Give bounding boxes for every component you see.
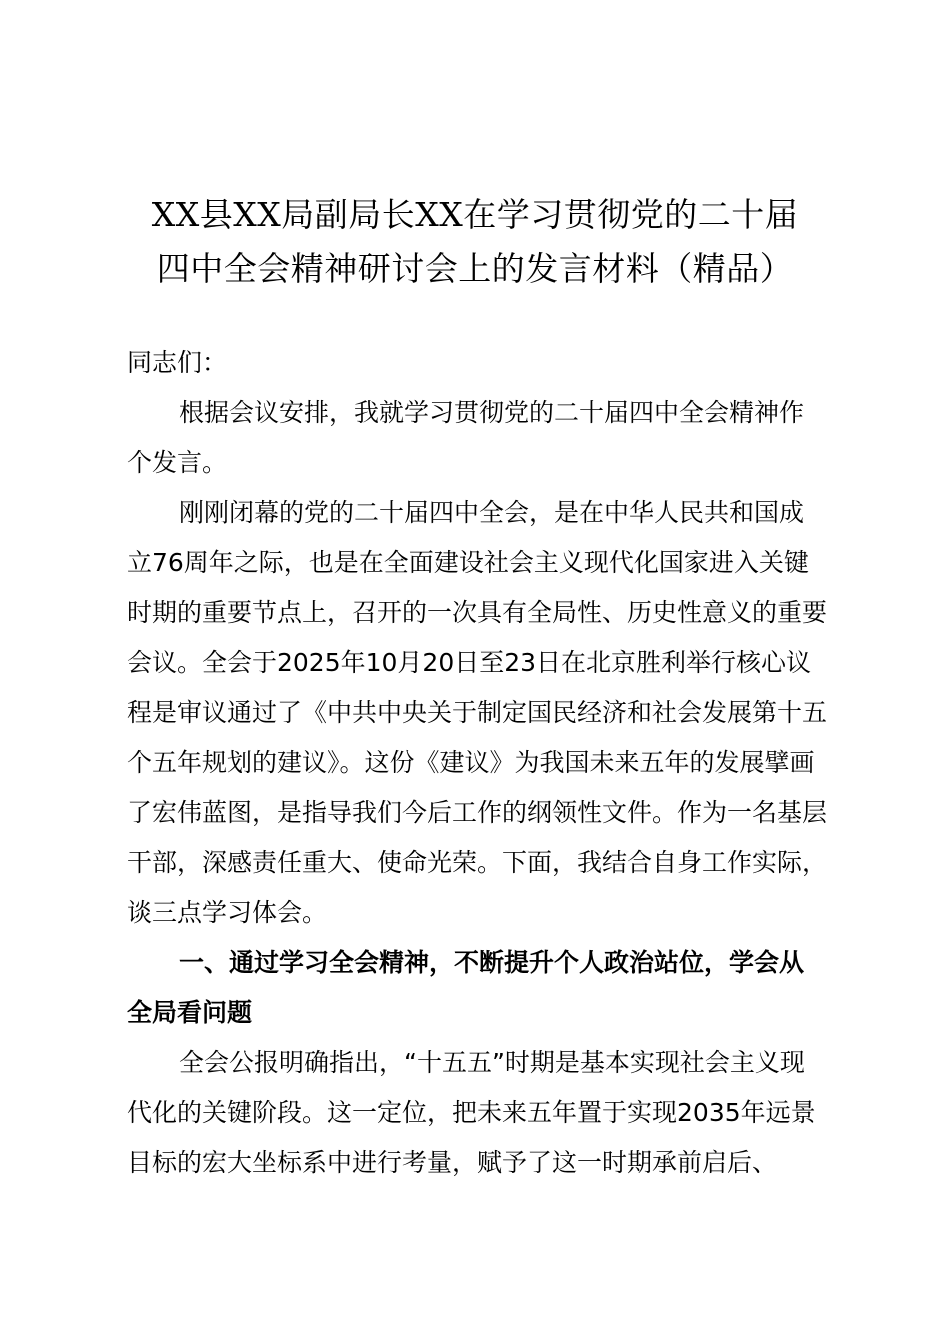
section-heading-1: 一、通过学习全会精神，不断提升个人政治站位，学会从全局看问题 (127, 948, 805, 1027)
title-line-2: 四中全会精神研讨会上的发言材料（精品） (156, 249, 794, 288)
section-1-paragraph: 全会公报明确指出，“十五五”时期是基本实现社会主义现代化的关键阶段。这一定位，把未来五年置于实现2035年远景目标的宏大坐标系中进行考量，赋予了这一时期承前启后、 (127, 1048, 816, 1177)
paragraph-opening: 根据会议安排，我就学习贯彻党的二十届四中全会精神作个发言。 (127, 398, 805, 477)
title-line-1: XX县XX局副局长XX在学习贯彻党的二十届 (151, 195, 799, 234)
document-title (100, 188, 850, 296)
salutation: 同志们： (127, 348, 228, 377)
paragraph-background: 刚刚闭幕的党的二十届四中全会，是在中华人民共和国成立76周年之际，也是在全面建设社会主义现代化国家进入关键时期的重要节点上，召开的一次具有全局性、历史性意义的重要会议。全会于2025年10月20日至23日在北京胜利举行核心议程是审议通过了《中共中央关于制定国民经济和社会发展第十五个五年规划的建议》。这份《建议》为我国未来五年的发展擘画了宏伟蓝图，是指导我们今后工作的纲领性文件。作为一名基层干部，深感责任重大、使命光荣。下面，我结合自身工作实际，谈三点学习体会。 (127, 498, 828, 927)
document-body (127, 338, 827, 1188)
